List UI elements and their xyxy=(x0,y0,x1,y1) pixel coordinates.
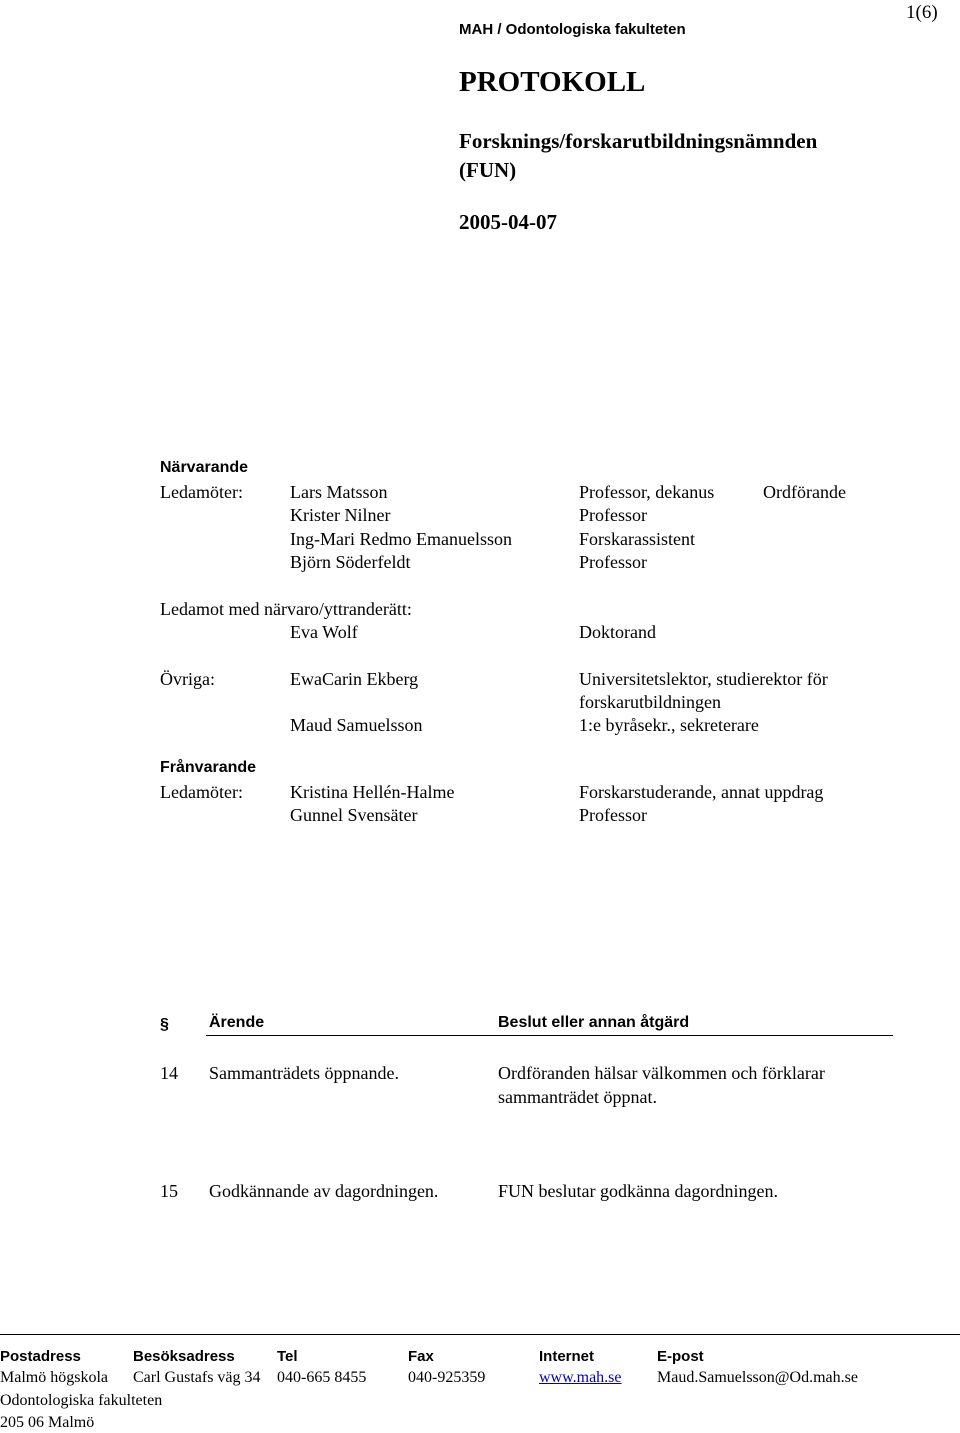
footer-rule xyxy=(0,1334,960,1335)
page-number: 1(6) xyxy=(906,2,938,23)
item-decision: FUN beslutar godkänna dagordningen. xyxy=(498,1181,778,1201)
item-number: 15 xyxy=(160,1181,178,1201)
document-title: PROTOKOLL xyxy=(459,66,646,98)
footer-fax: 040-925359 xyxy=(408,1369,486,1386)
item-decision: Ordföranden hälsar välkommen och förklarar xyxy=(498,1063,825,1083)
member-title: Professor, dekanus xyxy=(579,482,715,502)
member-name: Krister Nilner xyxy=(290,505,391,525)
item-matter: Sammanträdets öppnande. xyxy=(209,1063,399,1083)
footer-postal-line3: 205 06 Malmö xyxy=(0,1414,95,1431)
present-heading: Närvarande xyxy=(160,459,249,476)
footer-visit-address: Carl Gustafs väg 34 xyxy=(133,1369,261,1386)
member-name: Gunnel Svensäter xyxy=(290,805,418,825)
member-title: Forskarassistent xyxy=(579,529,695,549)
footer-header-email: E-post xyxy=(657,1348,704,1365)
member-name: Ing-Mari Redmo Emanuelsson xyxy=(290,529,512,549)
footer-postal-line1: Malmö högskola xyxy=(0,1369,108,1386)
absent-members-label: Ledamöter: xyxy=(160,782,243,802)
footer-website-link[interactable]: www.mah.se xyxy=(539,1369,622,1386)
member-title-continued: forskarutbildningen xyxy=(579,692,721,712)
member-name: Eva Wolf xyxy=(290,622,358,642)
member-title: Doktorand xyxy=(579,622,656,642)
footer-header-internet: Internet xyxy=(539,1348,595,1365)
speaking-rights-label: Ledamot med närvaro/yttranderätt: xyxy=(160,599,412,619)
column-header-matter: Ärende xyxy=(209,1014,265,1031)
member-role: Ordförande xyxy=(763,482,846,502)
organization-heading: MAH / Odontologiska fakulteten xyxy=(459,21,686,38)
item-number: 14 xyxy=(160,1063,178,1083)
member-title: Professor xyxy=(579,505,647,525)
others-label: Övriga: xyxy=(160,669,215,689)
item-matter: Godkännande av dagordningen. xyxy=(209,1181,439,1201)
member-name: EwaCarin Ekberg xyxy=(290,669,419,689)
meeting-date: 2005-04-07 xyxy=(459,210,557,234)
absent-heading: Frånvarande xyxy=(160,759,257,776)
member-name: Lars Matsson xyxy=(290,482,388,502)
paragraph-mark: § xyxy=(160,1016,169,1033)
member-title: Forskarstuderande, annat uppdrag xyxy=(579,782,824,802)
footer-header-postal: Postadress xyxy=(0,1348,81,1365)
present-members-label: Ledamöter: xyxy=(160,482,243,502)
column-header-decision: Beslut eller annan åtgärd xyxy=(498,1014,690,1031)
table-header-rule xyxy=(206,1035,893,1036)
footer-header-visit: Besöksadress xyxy=(133,1348,235,1365)
footer-postal-line2: Odontologiska fakulteten xyxy=(0,1392,163,1409)
footer-header-fax: Fax xyxy=(408,1348,434,1365)
footer-tel: 040-665 8455 xyxy=(277,1369,367,1386)
member-title: Universitetslektor, studierektor för xyxy=(579,669,828,689)
member-title: Professor xyxy=(579,805,647,825)
footer-email: Maud.Samuelsson@Od.mah.se xyxy=(657,1369,858,1386)
item-decision-continued: sammanträdet öppnat. xyxy=(498,1087,657,1107)
member-title: Professor xyxy=(579,552,647,572)
committee-name: Forsknings/forskarutbildningsnämnden xyxy=(459,129,818,153)
footer-header-tel: Tel xyxy=(277,1348,298,1365)
member-title: 1:e byråsekr., sekreterare xyxy=(579,715,759,735)
member-name: Maud Samuelsson xyxy=(290,715,423,735)
member-name: Kristina Hellén-Halme xyxy=(290,782,455,802)
committee-abbreviation: (FUN) xyxy=(459,158,517,182)
member-name: Björn Söderfeldt xyxy=(290,552,411,572)
